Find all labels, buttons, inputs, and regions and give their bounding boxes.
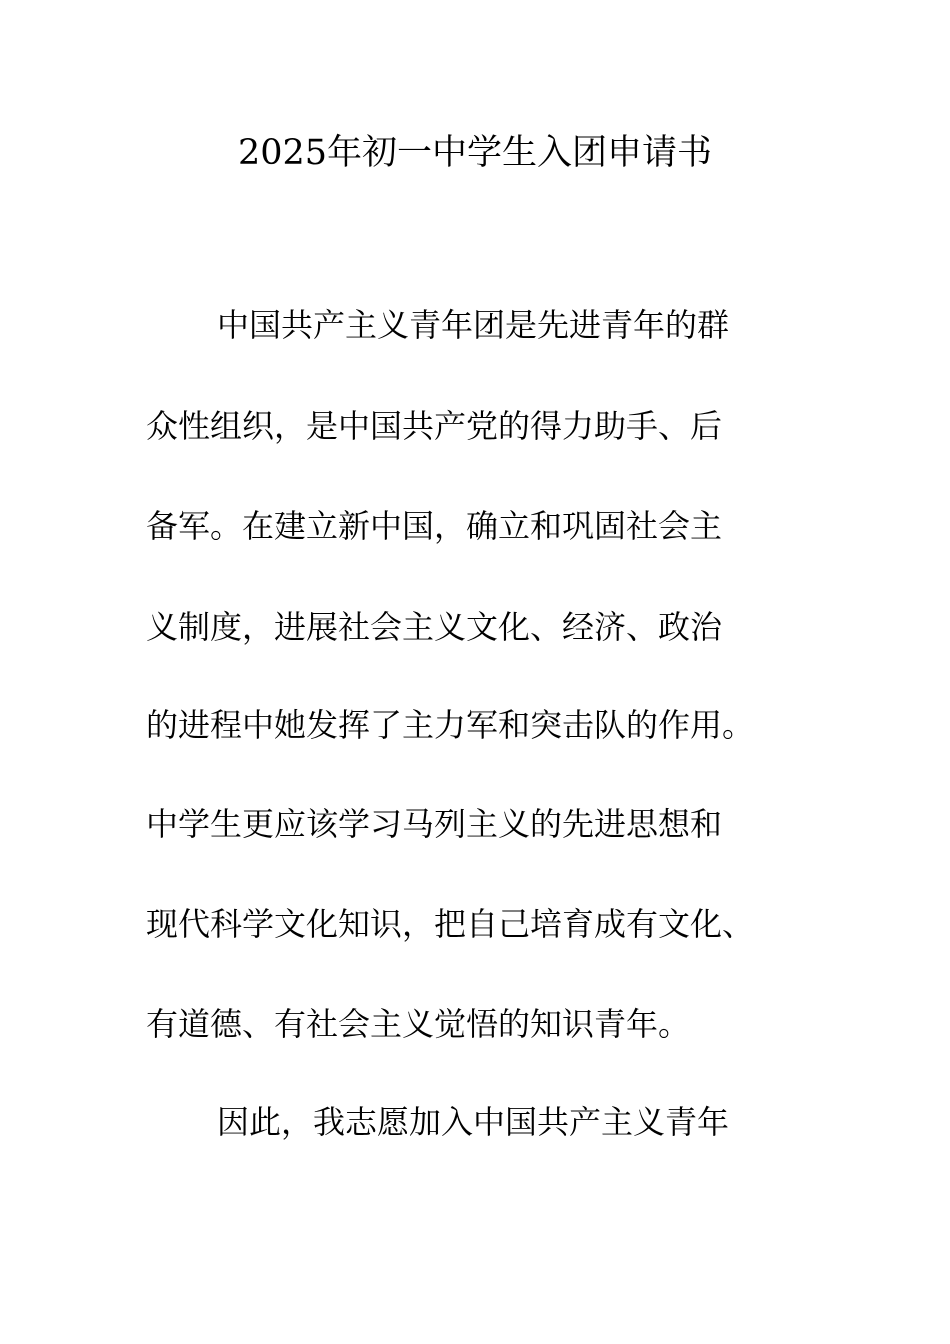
paragraph-line: 备军。在建立新中国，确立和巩固社会主: [146, 507, 723, 545]
paragraph-line: 有道德、有社会主义觉悟的知识青年。: [146, 1005, 691, 1043]
document-title: 2025年初一中学生入团申请书: [237, 133, 713, 173]
paragraph-line: 中学生更应该学习马列主义的先进思想和: [146, 805, 723, 843]
paragraph-line: 因此，我志愿加入中国共产主义青年: [217, 1103, 730, 1141]
paragraph-line: 中国共产主义青年团是先进青年的群: [217, 306, 730, 344]
paragraph-line: 的进程中她发挥了主力军和突击队的作用。: [146, 706, 755, 744]
paragraph-line: 现代科学文化知识，把自己培育成有文化、: [146, 905, 755, 943]
paragraph-line: 众性组织，是中国共产党的得力助手、后: [146, 407, 723, 445]
paragraph-line: 义制度，进展社会主义文化、经济、政治: [146, 608, 723, 646]
